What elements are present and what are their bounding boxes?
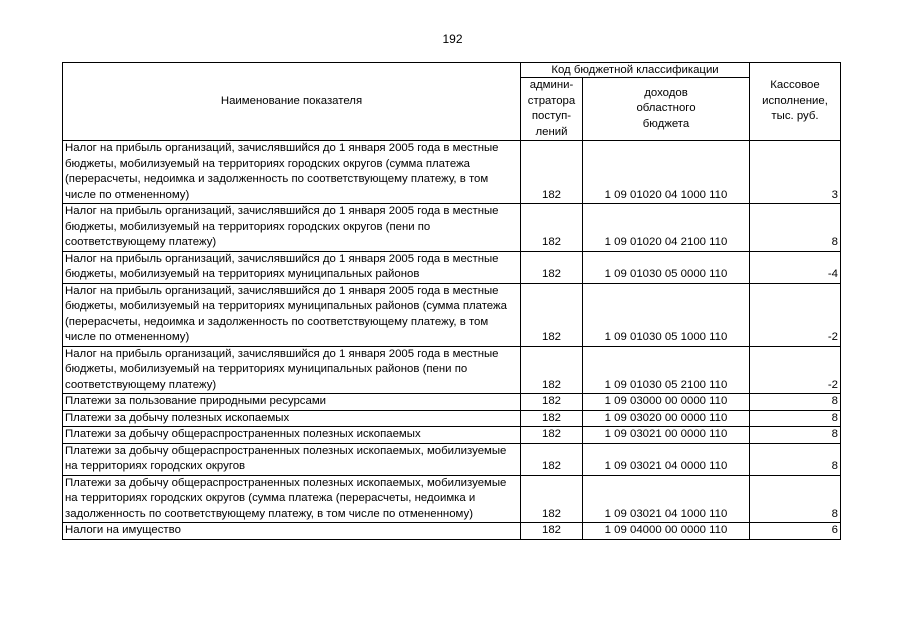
- row-amount-cell: 3: [750, 141, 841, 204]
- page-number: 192: [442, 32, 463, 46]
- row-income-code-cell: 1 09 03021 04 1000 110: [583, 475, 750, 523]
- row-name-cell: Налоги на имущество: [63, 523, 521, 540]
- table-row: [63, 141, 841, 204]
- row-name-cell: Платежи за добычу общераспространенных полезных ископаемых, мобилизуемые на территориях городских округов (сумма платежа (перерасчеты, недоимка и задолженность по соответствующему платежу, в том числе по отмененному): [63, 475, 521, 523]
- table-row: [63, 427, 841, 444]
- header-classification-code: Код бюджетной классификации: [521, 63, 750, 78]
- table-row: [63, 346, 841, 394]
- row-name-cell: Налог на прибыль организаций, зачислявшийся до 1 января 2005 года в местные бюджеты, мобилизуемый на территориях городских округов (сумма платежа (перерасчеты, недоимка и задолженность по соответствующему платежу, в том числе по отмененному): [63, 141, 521, 204]
- row-name-cell: Платежи за добычу общераспространенных полезных ископаемых, мобилизуемые на территориях городских округов: [63, 443, 521, 475]
- table-row: [63, 410, 841, 427]
- row-income-code-cell: 1 09 03021 04 0000 110: [583, 443, 750, 475]
- row-admin-code-cell: 182: [521, 394, 583, 411]
- row-amount-cell: 8: [750, 394, 841, 411]
- row-name-cell: Налог на прибыль организаций, зачислявшийся до 1 января 2005 года в местные бюджеты, мобилизуемый на территориях муниципальных районов (сумма платежа (перерасчеты, недоимка и задолженность по соответствующему платежу, в том числе по отмененному): [63, 283, 521, 346]
- row-income-code-cell: 1 09 01020 04 2100 110: [583, 204, 750, 252]
- table-row: [63, 523, 841, 540]
- header-amount: Кассовое исполнение, тыс. руб.: [750, 63, 841, 141]
- row-amount-cell: -4: [750, 251, 841, 283]
- row-amount-cell: 6: [750, 523, 841, 540]
- table-row: [63, 251, 841, 283]
- header-name: Наименование показателя: [63, 63, 521, 141]
- row-admin-code-cell: 182: [521, 141, 583, 204]
- row-amount-cell: -2: [750, 346, 841, 394]
- table-row: [63, 283, 841, 346]
- row-income-code-cell: 1 09 01030 05 0000 110: [583, 251, 750, 283]
- header-income: доходов областного бюджета: [583, 78, 750, 141]
- row-income-code-cell: 1 09 03020 00 0000 110: [583, 410, 750, 427]
- row-admin-code-cell: 182: [521, 204, 583, 252]
- row-admin-code-cell: 182: [521, 523, 583, 540]
- row-income-code-cell: 1 09 01030 05 2100 110: [583, 346, 750, 394]
- table-row: [63, 475, 841, 523]
- table-row: [63, 443, 841, 475]
- row-income-code-cell: 1 09 01020 04 1000 110: [583, 141, 750, 204]
- row-name-cell: Налог на прибыль организаций, зачислявшийся до 1 января 2005 года в местные бюджеты, мобилизуемый на территориях городских округов (пени по соответствующему платежу): [63, 204, 521, 252]
- row-admin-code-cell: 182: [521, 346, 583, 394]
- row-name-cell: Платежи за добычу полезных ископаемых: [63, 410, 521, 427]
- table-row: [63, 204, 841, 252]
- row-name-cell: Налог на прибыль организаций, зачислявшийся до 1 января 2005 года в местные бюджеты, мобилизуемый на территориях муниципальных районов: [63, 251, 521, 283]
- header-admin: админи- стратора поступ- лений: [521, 78, 583, 141]
- header-row-top: [63, 63, 841, 78]
- table-body: [63, 141, 841, 540]
- table-row: [63, 394, 841, 411]
- row-admin-code-cell: 182: [521, 475, 583, 523]
- row-amount-cell: 8: [750, 204, 841, 252]
- row-income-code-cell: 1 09 01030 05 1000 110: [583, 283, 750, 346]
- row-admin-code-cell: 182: [521, 283, 583, 346]
- row-name-cell: Платежи за добычу общераспространенных полезных ископаемых: [63, 427, 521, 444]
- row-name-cell: Платежи за пользование природными ресурсами: [63, 394, 521, 411]
- row-admin-code-cell: 182: [521, 251, 583, 283]
- row-income-code-cell: 1 09 03021 00 0000 110: [583, 427, 750, 444]
- row-amount-cell: 8: [750, 427, 841, 444]
- row-amount-cell: -2: [750, 283, 841, 346]
- row-name-cell: Налог на прибыль организаций, зачислявшийся до 1 января 2005 года в местные бюджеты, мобилизуемый на территориях муниципальных районов (пени по соответствующему платежу): [63, 346, 521, 394]
- row-admin-code-cell: 182: [521, 443, 583, 475]
- budget-table: [62, 62, 841, 540]
- row-income-code-cell: 1 09 03000 00 0000 110: [583, 394, 750, 411]
- row-amount-cell: 8: [750, 443, 841, 475]
- row-admin-code-cell: 182: [521, 427, 583, 444]
- row-admin-code-cell: 182: [521, 410, 583, 427]
- row-amount-cell: 8: [750, 475, 841, 523]
- row-income-code-cell: 1 09 04000 00 0000 110: [583, 523, 750, 540]
- row-amount-cell: 8: [750, 410, 841, 427]
